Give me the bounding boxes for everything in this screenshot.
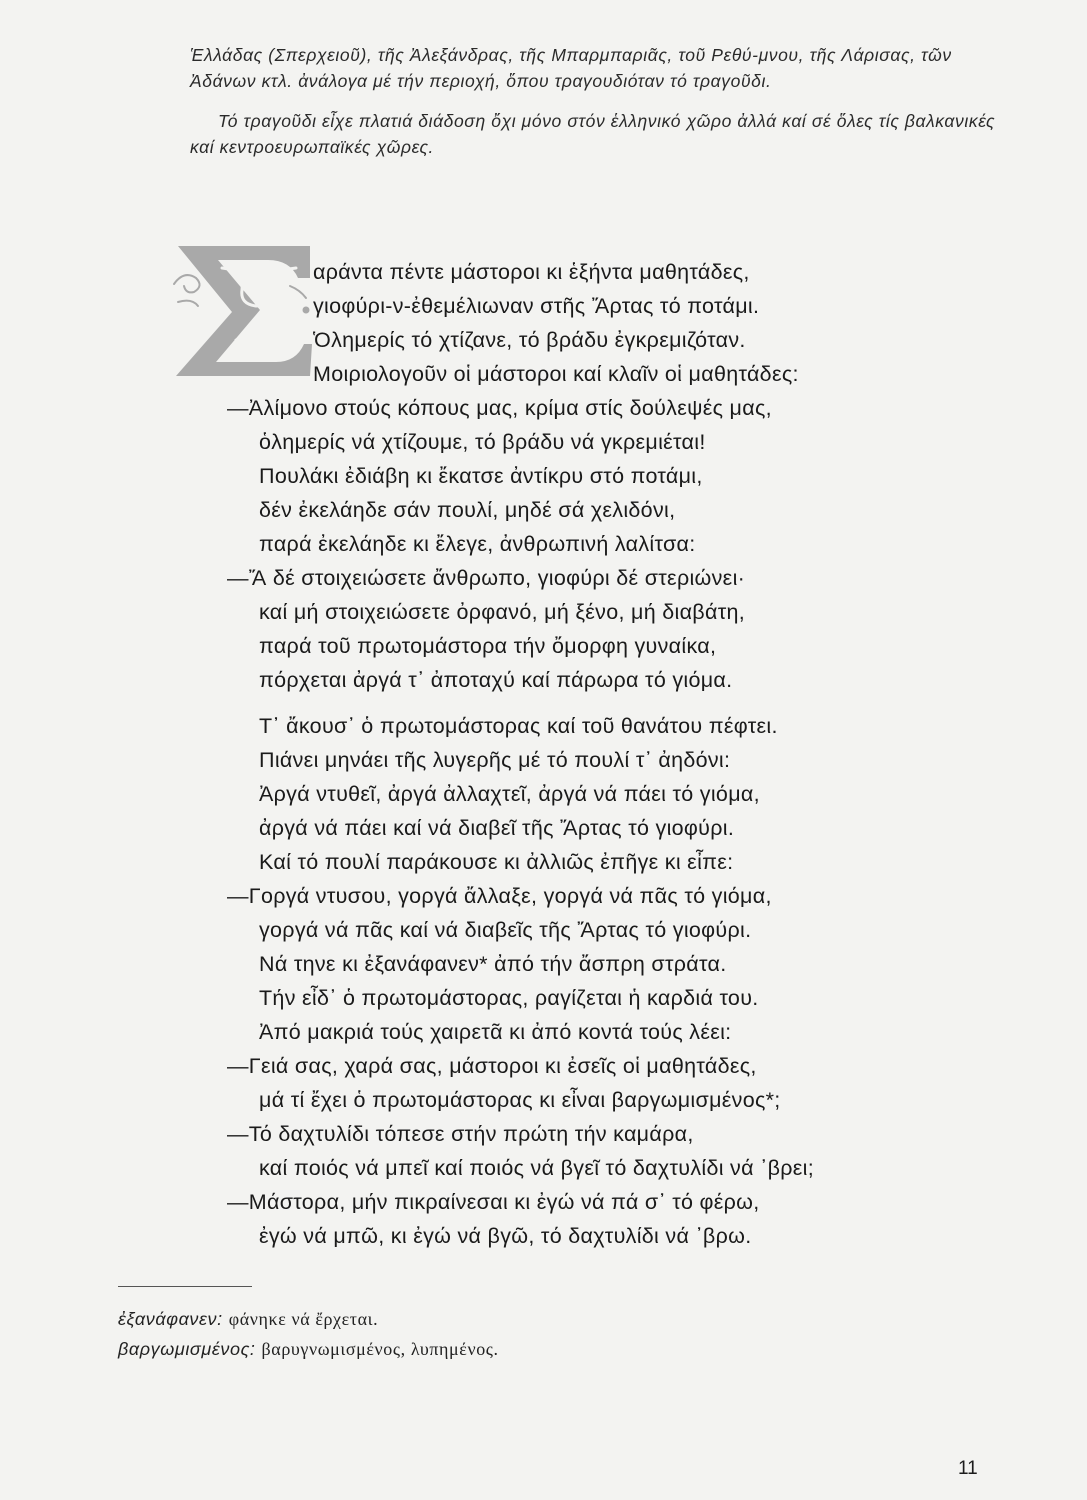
poem-line: Ἀργά ντυθεῖ, ἀργά ἀλλαχτεῖ, ἀργά νά πάει τό γιόμα, [259, 782, 760, 806]
footnote-term: βαργωμισμένος: [118, 1339, 256, 1359]
poem-line: Νά τηνε κι ἐξανάφανεν* ἀπό τήν ἄσπρη στράτα. [259, 952, 727, 976]
poem-line: πόρχεται ἀργά τ᾽ ἀποταχύ καί πάρωρα τό γιόμα. [259, 668, 733, 692]
poem-line: Πουλάκι ἐδιάβη κι ἔκατσε ἀντίκρυ στό ποτάμι, [259, 464, 703, 488]
poem-line: Πιάνει μηνάει τῆς λυγερῆς μέ τό πουλί τ᾽ ἀηδόνι: [259, 748, 731, 772]
poem-line: ἀργά νά πάει καί νά διαβεῖ τῆς Ἄρτας τό γιοφύρι. [259, 816, 735, 840]
poem-line: παρά ἐκελάηδε κι ἔλεγε, ἀνθρωπινή λαλίτσα: [259, 532, 696, 556]
footnote-separator [118, 1286, 252, 1287]
poem-line: Τ᾽ ἄκουσ᾽ ὁ πρωτομάστορας καί τοῦ θανάτου πέφτει. [259, 714, 778, 738]
ornamental-dropcap [172, 240, 312, 380]
intro-paragraph-1: Ἑλλάδας (Σπερχειοῦ), τῆς Ἀλεξάνδρας, τῆς Μπαρμπαριᾶς, τοῦ Ρεθύ-μνου, τῆς Λάρισας, τῶν Ἀδάνων κτλ. ἀνάλογα μέ τήν περιοχή, ὅπου τραγουδιόταν τό τραγοῦδι. [190, 45, 952, 91]
footnote-definition: φάνηκε νά ἔρχεται. [228, 1309, 379, 1329]
poem-line: γοργά νά πᾶς καί νά διαβεῖς τῆς Ἄρτας τό γιοφύρι. [259, 918, 752, 942]
poem-line: δέν ἐκελάηδε σάν πουλί, μηδέ σά χελιδόνι, [259, 498, 676, 522]
poem-line: ὁλημερίς νά χτίζουμε, τό βράδυ νά γκρεμιέται! [259, 430, 706, 454]
poem-line: μά τί ἔχει ὁ πρωτομάστορας κι εἶναι βαργωμισμένος*; [259, 1088, 781, 1112]
poem-line: —Μάστορα, μήν πικραίνεσαι κι ἐγώ νά πά σ᾽ τό φέρω, [227, 1190, 760, 1214]
poem-line: Καί τό πουλί παράκουσε κι ἀλλιῶς ἐπῆγε κι εἶπε: [259, 850, 734, 874]
poem-line: Μοιριολογοῦν οἱ μάστοροι καί κλαῖν οἱ μαθητάδες: [313, 362, 799, 386]
poem-line: ἐγώ νά μπῶ, κι ἐγώ νά βγῶ, τό δαχτυλίδι νά ᾽βρω. [259, 1224, 752, 1248]
poem-line: —Ἀλίμονο στούς κόπους μας, κρίμα στίς δούλεψές μας, [227, 396, 772, 420]
poem-line: Ὁλημερίς τό χτίζανε, τό βράδυ ἐγκρεμιζόταν. [313, 328, 746, 352]
intro-text [190, 42, 1000, 160]
footnote-definition: βαρυγνωμισμένος, λυπημένος. [261, 1339, 499, 1359]
poem-line: γιοφύρι-ν-ἐθεμέλιωναν στῆς Ἄρτας τό ποτάμι. [313, 294, 760, 318]
page-number: 11 [958, 1458, 978, 1479]
footnote-term: ἐξανάφανεν: [118, 1309, 223, 1329]
footnote [118, 1304, 818, 1334]
poem-line: Τήν εἶδ᾽ ὁ πρωτομάστορας, ραγίζεται ἡ καρδιά του. [259, 986, 759, 1010]
footnote [118, 1334, 818, 1364]
dropcap-letter: Σ [172, 240, 173, 241]
poem-line: αράντα πέντε μάστοροι κι ἑξήντα μαθητάδες, [313, 260, 750, 284]
poem-line: —Γοργά ντυσου, γοργά ἄλλαξε, γοργά νά πᾶς τό γιόμα, [227, 884, 772, 908]
poem-line: καί μή στοιχειώσετε ὀρφανό, μή ξένο, μή διαβάτη, [259, 600, 746, 624]
poem-line: —Τό δαχτυλίδι τόπεσε στήν πρώτη τήν καμάρα, [227, 1122, 694, 1146]
intro-paragraph-2: Τό τραγοῦδι εἶχε πλατιά διάδοση ὄχι μόνο στόν ἑλληνικό χῶρο ἀλλά καί σέ ὅλες τίς βαλκανικές καί κεντροευρωπαϊκές χῶρες. [190, 111, 996, 157]
poem-line: καί ποιός νά μπεῖ καί ποιός νά βγεῖ τό δαχτυλίδι νά ᾽βρει; [259, 1156, 815, 1180]
poem-line: —Γειά σας, χαρά σας, μάστοροι κι ἐσεῖς οἱ μαθητάδες, [227, 1054, 757, 1078]
footnotes [118, 1304, 818, 1364]
poem-line: παρά τοῦ πρωτομάστορα τήν ὄμορφη γυναίκα, [259, 634, 717, 658]
poem-line: Ἀπό μακριά τούς χαιρετᾶ κι ἀπό κοντά τούς λέει: [259, 1020, 732, 1044]
poem-line: —Ἄ δέ στοιχειώσετε ἄνθρωπο, γιοφύρι δέ στεριώνει· [227, 566, 746, 590]
